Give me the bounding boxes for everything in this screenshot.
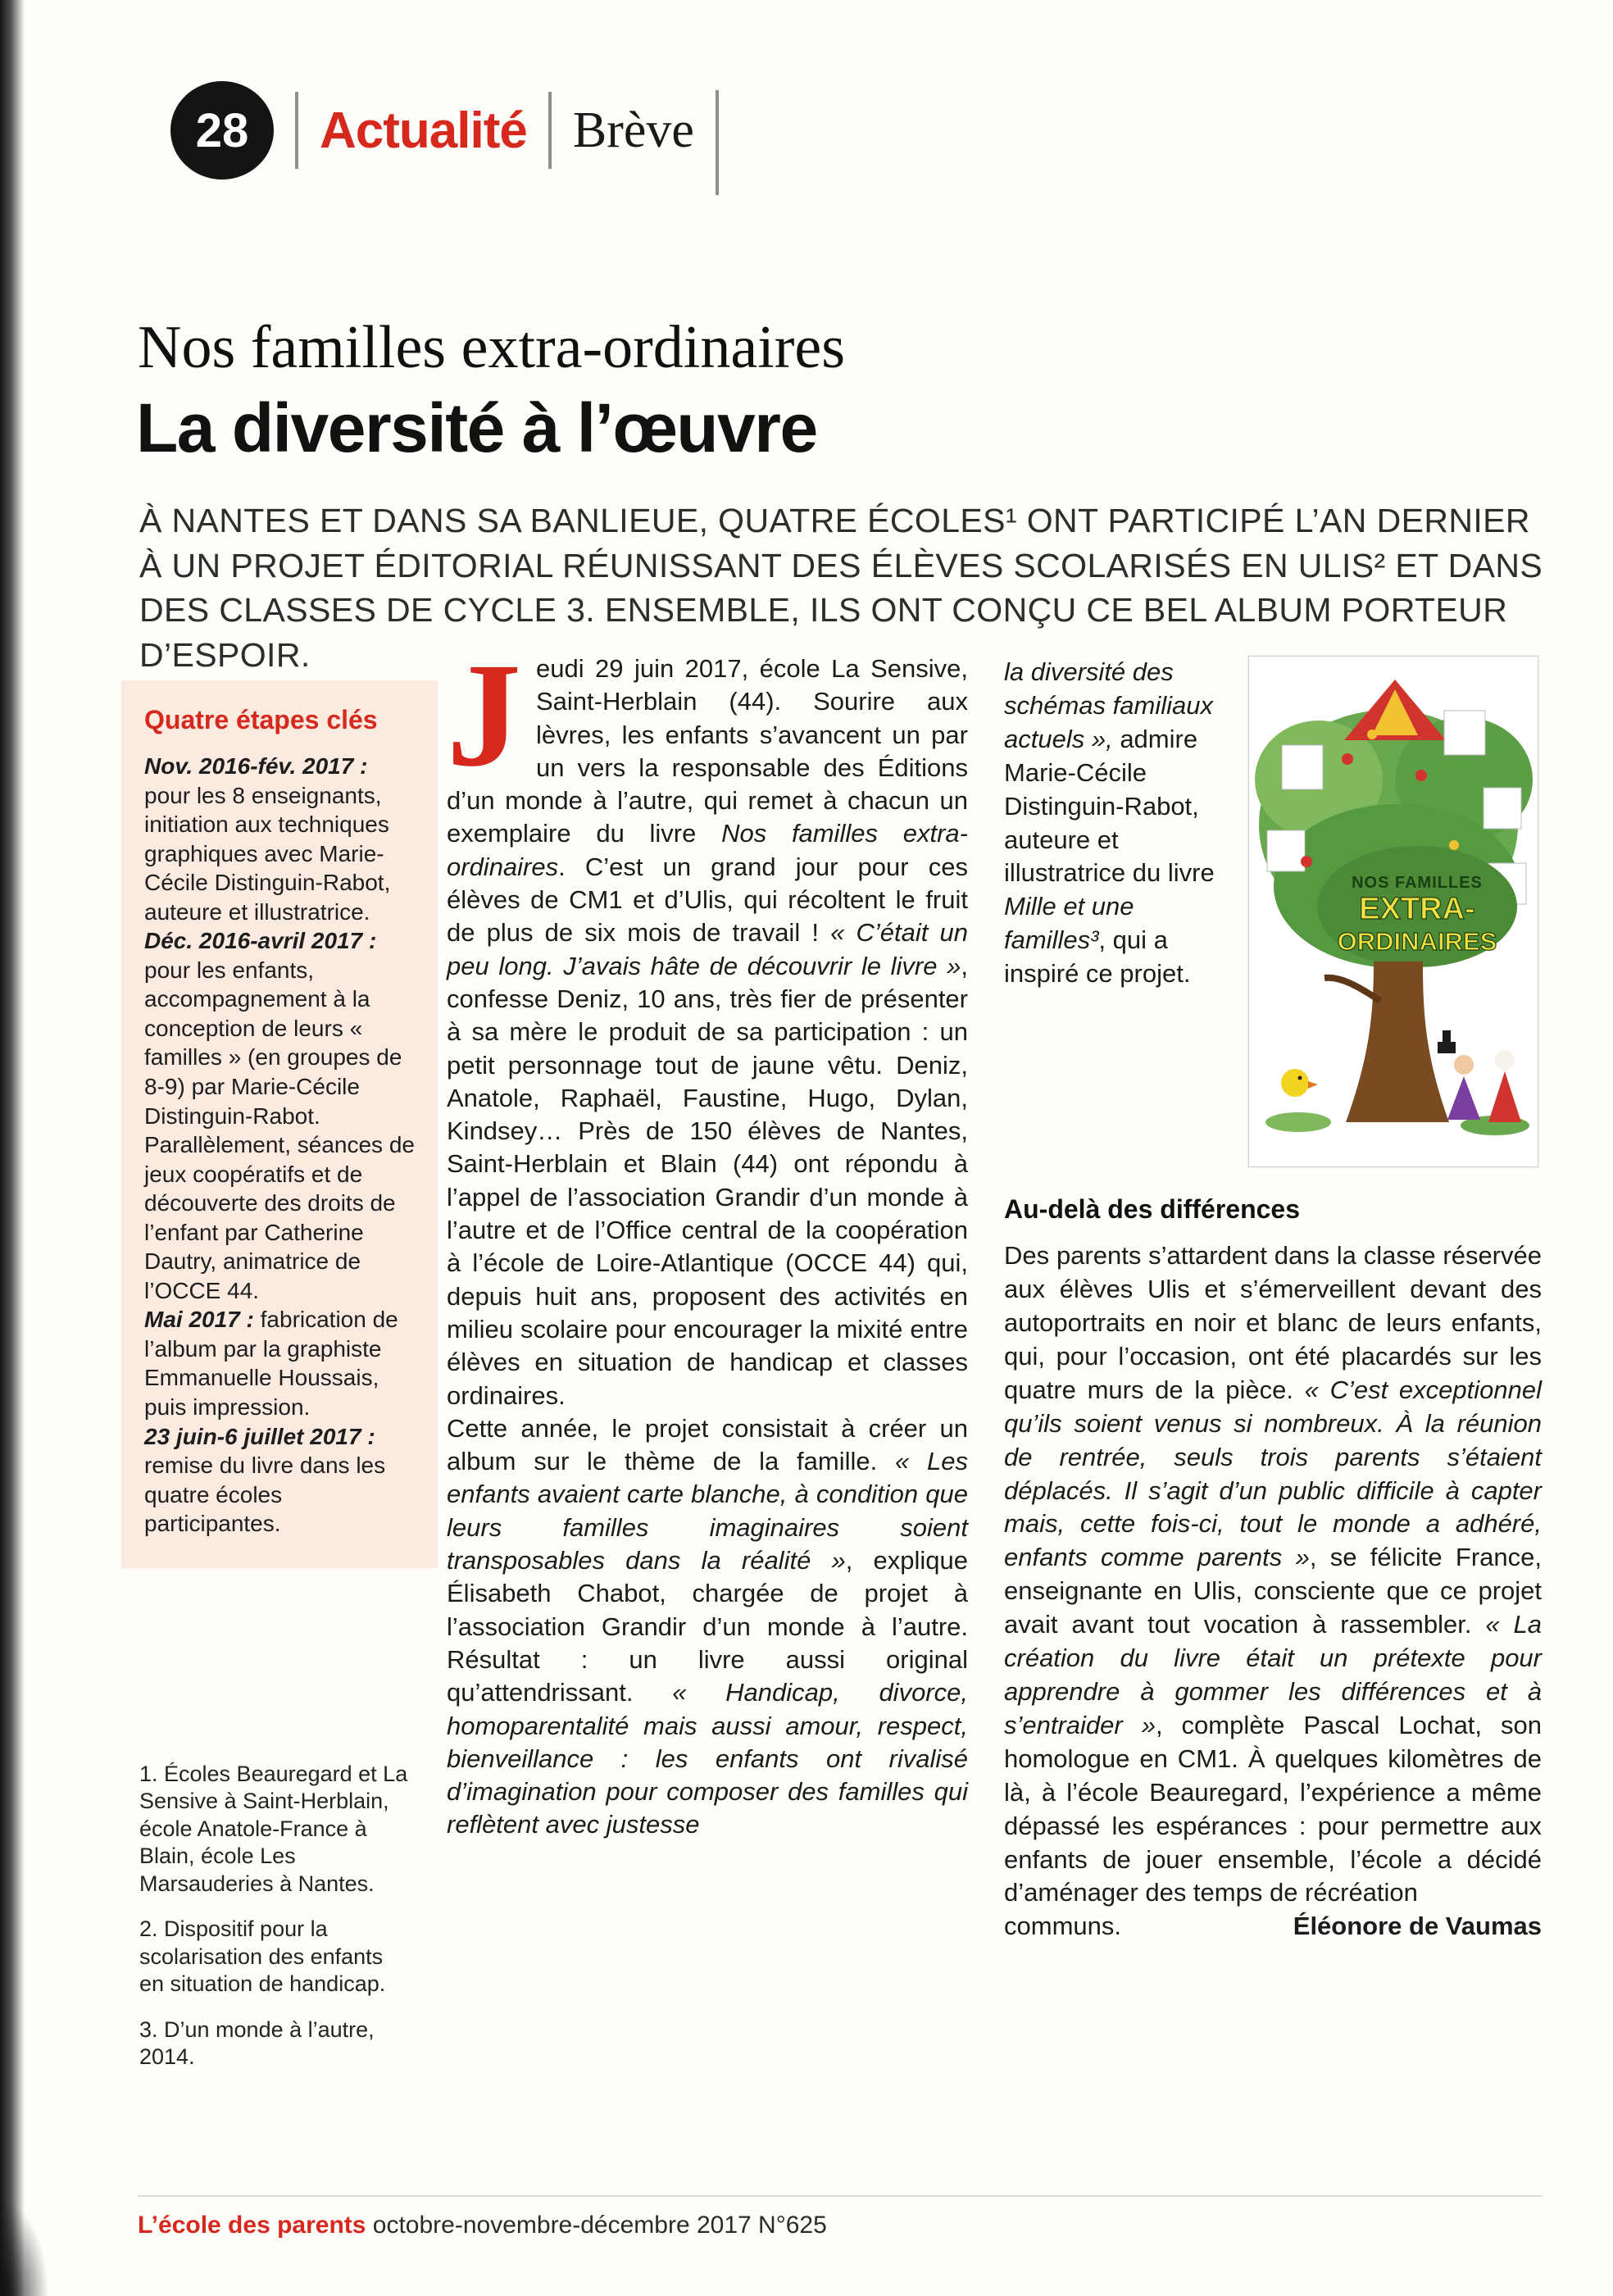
article-paragraph xyxy=(1004,656,1227,991)
key-steps-title: Quatre étapes clés xyxy=(144,705,378,734)
header-divider xyxy=(716,90,719,195)
section-subhead: Au-delà des différences xyxy=(1004,1194,1300,1224)
key-step-date: Nov. 2016-fév. 2017 : xyxy=(144,753,368,779)
right-top-row xyxy=(1004,656,1542,1167)
paragraph-text: Des parents s’attardent dans la classe réservée aux élèves Ulis et s’émerveillent devant des autoportraits en noir et blanc de leurs enfants, qui, pour l’occasion, ont été placardés sur les quatre murs de la pièce. « C’est exceptionnel qu’ils soient venus si nombreux. À la réunion de rentrée, seuls trois parents s’étaient déplacés. Il s’agit d’un public difficile à capter mais, cette fois-ci, tout le monde a adhéré, enfants comme parents », se félicite France, enseignante en Ulis, consciente que ce projet avait avant tout vocation à rassembler. « La création du livre était un prétexte pour apprendre à gommer les différences et à s’entraider », complète Pascal Lochat, son homologue en CM1. À quelques kilomètres de là, à l’école Beauregard, l’expérience a même dépassé les espérances : pour permettre aux enfants de jouer ensemble, l’école a décidé d’aménager des temps de récréation xyxy=(1004,1241,1543,1907)
key-step-date: Mai 2017 : xyxy=(144,1307,261,1333)
author-byline: Éléonore de Vaumas xyxy=(1293,1912,1542,1941)
issue-info: octobre-novembre-décembre 2017 N°625 xyxy=(366,2212,827,2239)
cover-title-bottom: ORDINAIRES xyxy=(1337,927,1497,956)
paragraph-text: eudi 29 juin 2017, école La Sensive, Saint-Herblain (44). Sourire aux lèvres, les enfants s’avancent un par un vers la responsable des Éditions d’un monde à l’autre, qui remet à chacun un exemplaire du livre Nos familles extra-ordinaires. C’est un grand jour pour ces élèves de CM1 et d’Ulis, qui récoltent le fruit de plus de six mois de travail ! « C’était un peu long. J’avais hâte de découvrir le livre », confesse Deniz, 10 ans, très fier de présenter à sa mère le produit de sa participation : un petit personnage tout de jaune vêtu. Deniz, Anatole, Raphaël, Faustine, Hugo, Dylan, Kindsey… Près de 150 élèves de Nantes, Saint-Herblain et Blain (44) ont répondu à l’appel de l’association Grandir d’un monde à l’autre et de l’Office central de la coopération à l’école de Loire-Atlantique (OCCE 44) qui, depuis huit ans, proposent des activités en milieu scolaire pour encourager la mixité entre élèves en situation de handicap et classes ordinaires. xyxy=(447,654,968,1410)
article-paragraph xyxy=(1004,1239,1542,1910)
paragraph-text: la diversité des schémas familiaux actuels », admire Marie-Cécile Distinguin-Rabot, auteure et illustratrice du livre Mille et une familles³, qui a inspiré ce projet. xyxy=(1004,657,1215,989)
magazine-name: L’école des parents xyxy=(138,2212,366,2239)
cover-title-top: NOS FAMILLES xyxy=(1352,874,1483,892)
article-paragraph xyxy=(447,633,968,1412)
key-step-date: Déc. 2016-avril 2017 : xyxy=(144,928,377,954)
page-number-badge xyxy=(170,81,274,180)
key-steps-box xyxy=(121,680,438,1568)
article-column-right xyxy=(1004,656,1542,1944)
key-step-entry xyxy=(144,926,415,1305)
book-cover-photo xyxy=(1248,656,1538,1167)
page-number: 28 xyxy=(195,103,249,157)
scan-edge xyxy=(0,0,25,2296)
paragraph-text: Cette année, le projet consistait à créer un album sur le thème de la famille. « Les enfants avaient carte blanche, à condition que leurs familles imaginaires soient transposables dans la réalité », explique Élisabeth Chabot, chargée de projet à l’association Grandir d’un monde à l’autre. Résultat : un livre aussi original qu’attendrissant. « Handicap, divorce, homoparentalité mais aussi amour, respect, bienveillance : les enfants ont rivalisé d’imagination pour composer des familles qui reflètent avec justesse xyxy=(447,1413,968,1839)
cover-title-mid: EXTRA- xyxy=(1359,892,1475,926)
drop-cap: J xyxy=(447,633,521,798)
key-step-text: pour les 8 enseignants, initiation aux techniques graphiques avec Marie-Cécile Distinguin-Rabot, auteure et illustratrice. xyxy=(144,782,391,925)
paragraph-text: communs. xyxy=(1004,1912,1121,1941)
article-headline: La diversité à l’œuvre xyxy=(136,389,817,466)
header-divider xyxy=(295,92,298,169)
header-divider xyxy=(548,92,552,169)
footnote: 1. Écoles Beauregard et La Sensive à Saint-Herblain, école Anatole-France à Blain, école Les Marsauderies à Nantes. xyxy=(139,1762,408,1896)
key-step-entry xyxy=(144,1422,415,1539)
key-step-text: pour les enfants, accompagnement à la conception de leurs « familles » (en groupes de 8-9) par Marie-Cécile Distinguin-Rabot. Parallèlement, séances de jeux coopératifs et de découverte des droits de l’enfant par Catherine Dautry, animatrice de l’OCCE 44. xyxy=(144,957,415,1303)
article-kicker: Nos familles extra-ordinaires xyxy=(138,314,846,381)
section-label: Actualité xyxy=(320,102,527,159)
key-step-entry xyxy=(144,1305,415,1421)
article-paragraph xyxy=(447,1412,968,1842)
page-footer xyxy=(138,2195,1543,2239)
key-step-date: 23 juin-6 juillet 2017 : xyxy=(144,1423,375,1449)
footnotes xyxy=(139,1761,410,2089)
article-column-middle xyxy=(447,633,968,1842)
subsection-label: Brève xyxy=(572,102,694,158)
footnote: 2. Dispositif pour la scolarisation des enfants en situation de handicap. xyxy=(139,1916,386,1997)
key-step-entry xyxy=(144,752,415,926)
footnote: 3. D’un monde à l’autre, 2014. xyxy=(139,2016,375,2070)
key-step-text: remise du livre dans les quatre écoles participantes. xyxy=(144,1453,386,1537)
article-last-line xyxy=(1004,1910,1542,1944)
book-cover-illustration xyxy=(1249,657,1538,1166)
page-header xyxy=(170,66,719,195)
article-standfirst: À NANTES ET DANS SA BANLIEUE, QUATRE ÉCOLES¹ ONT PARTICIPÉ L’AN DERNIER À UN PROJET ÉDITORIAL RÉUNISSANT DES ÉLÈVES SCOLARISÉS EN ULIS² ET DANS DES CLASSES DE CYCLE 3. ENSEMBLE, ILS ONT CONÇU CE BEL ALBUM PORTEUR D’ESPOIR. xyxy=(139,502,1543,674)
scan-corner xyxy=(0,2198,49,2296)
key-step-text: fabrication de l’album par la graphiste Emmanuelle Houssais, puis impression. xyxy=(144,1307,398,1421)
